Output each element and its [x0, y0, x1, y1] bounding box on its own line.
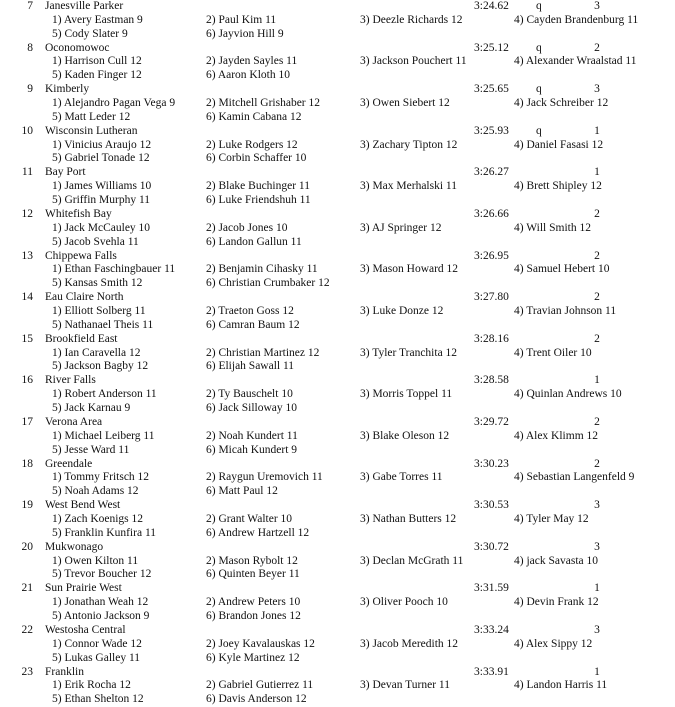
runner-3: 3) Gabe Torres 11: [360, 471, 443, 484]
result-entry: [0, 541, 675, 583]
relay-time: 3:30.53: [474, 499, 509, 512]
runner-3: 3) Luke Donze 12: [360, 304, 444, 317]
runner-5: 5) Jack Karnau 9: [52, 401, 131, 414]
runner-5: 5) Matt Leder 12: [52, 110, 131, 123]
result-entry: [0, 0, 675, 42]
runner-2: 2) Blake Buchinger 11: [206, 180, 311, 193]
runner-1: 1) Jonathan Weah 12: [52, 596, 149, 609]
place: 23: [21, 665, 33, 678]
runner-4: 4) Cayden Brandenburg 11: [514, 13, 639, 26]
result-entry: [0, 208, 675, 250]
runner-1: 1) Robert Anderson 11: [52, 388, 157, 401]
school-name: Eau Claire North: [45, 291, 124, 304]
result-entry: [0, 125, 675, 167]
place: 12: [21, 207, 33, 220]
relay-time: 3:26.66: [474, 207, 509, 220]
school-name: Westosha Central: [45, 623, 126, 636]
school-name: Chippewa Falls: [45, 249, 117, 262]
school-name: Kimberly: [45, 83, 90, 96]
heat-number: 1: [594, 374, 600, 387]
runner-4: 4) Will Smith 12: [514, 221, 591, 234]
runner-3: 3) Jackson Pouchert 11: [360, 55, 467, 68]
runner-1: 1) Ethan Faschingbauer 11: [52, 263, 176, 276]
runner-2: 2) Grant Walter 10: [206, 512, 293, 525]
school-name: Verona Area: [45, 415, 103, 428]
result-entry: [0, 624, 675, 666]
relay-time: 3:33.24: [474, 623, 509, 636]
runner-6: 6) Corbin Schaffer 10: [206, 152, 307, 165]
runner-4: 4) Jack Schreiber 12: [514, 96, 609, 109]
runner-2: 2) Jacob Jones 10: [206, 221, 288, 234]
place: 18: [21, 457, 33, 470]
runner-3: 3) Max Merhalski 11: [360, 180, 457, 193]
runner-4: 4) Sebastian Langenfeld 9: [514, 471, 635, 484]
result-entry: [0, 333, 675, 375]
runner-5: 5) Griffin Murphy 11: [52, 193, 151, 206]
runner-4: 4) Trent Oiler 10: [514, 346, 592, 359]
runner-6: 6) Brandon Jones 12: [206, 609, 301, 622]
runner-6: 6) Micah Kundert 9: [206, 443, 298, 456]
heat-number: 2: [594, 457, 600, 470]
runner-2: 2) Christian Martinez 12: [206, 346, 320, 359]
runner-3: 3) Oliver Pooch 10: [360, 596, 448, 609]
place: 7: [27, 0, 33, 12]
runner-5: 5) Kaden Finger 12: [52, 69, 142, 82]
runner-5: 5) Ethan Shelton 12: [52, 693, 144, 706]
runner-5: 5) Franklin Kunfira 11: [52, 526, 157, 539]
result-entry: [0, 83, 675, 125]
relay-time: 3:28.58: [474, 374, 509, 387]
runner-5: 5) Gabriel Tonade 12: [52, 152, 150, 165]
relay-time: 3:27.80: [474, 291, 509, 304]
heat-number: 3: [594, 0, 600, 12]
heat-number: 2: [594, 291, 600, 304]
relay-time: 3:25.93: [474, 124, 509, 137]
runner-1: 1) Elliott Solberg 11: [52, 304, 146, 317]
runner-2: 2) Andrew Peters 10: [206, 596, 301, 609]
place: 10: [21, 124, 33, 137]
runner-1: 1) Tommy Fritsch 12: [52, 471, 150, 484]
school-name: Janesville Parker: [45, 0, 124, 12]
runner-6: 6) Luke Friendshuh 11: [206, 193, 311, 206]
runner-5: 5) Nathanael Theis 11: [52, 318, 154, 331]
school-name: Greendale: [45, 457, 93, 470]
relay-time: 3:31.59: [474, 582, 509, 595]
runner-1: 1) Jack McCauley 10: [52, 221, 151, 234]
runner-6: 6) Kyle Martinez 12: [206, 651, 300, 664]
runner-6: 6) Landon Gallun 11: [206, 235, 302, 248]
place: 19: [21, 499, 33, 512]
place: 9: [27, 83, 33, 96]
runner-3: 3) Blake Oleson 12: [360, 429, 450, 442]
runner-3: 3) AJ Springer 12: [360, 221, 442, 234]
runner-2: 2) Paul Kim 11: [206, 13, 277, 26]
runner-1: 1) Owen Kilton 11: [52, 554, 139, 567]
result-entry: [0, 42, 675, 84]
heat-number: 1: [594, 665, 600, 678]
runner-2: 2) Mason Rybolt 12: [206, 554, 298, 567]
runner-2: 2) Gabriel Gutierrez 11: [206, 679, 314, 692]
place: 17: [21, 415, 33, 428]
heat-number: 1: [594, 166, 600, 179]
runner-3: 3) Devan Turner 11: [360, 679, 450, 692]
runner-6: 6) Aaron Kloth 10: [206, 69, 291, 82]
heat-number: 2: [594, 332, 600, 345]
runner-3: 3) Morris Toppel 11: [360, 388, 453, 401]
runner-6: 6) Davis Anderson 12: [206, 693, 307, 706]
result-entry: [0, 499, 675, 541]
runner-5: 5) Antonio Jackson 9: [52, 609, 150, 622]
school-name: Sun Prairie West: [45, 582, 122, 595]
school-name: River Falls: [45, 374, 96, 387]
runner-5: 5) Cody Slater 9: [52, 27, 128, 40]
runner-1: 1) Michael Leiberg 11: [52, 429, 155, 442]
runner-5: 5) Noah Adams 12: [52, 485, 139, 498]
heat-number: 2: [594, 207, 600, 220]
runner-5: 5) Trevor Boucher 12: [52, 568, 152, 581]
school-name: Brookfield East: [45, 332, 118, 345]
heat-number: 3: [594, 499, 600, 512]
runner-5: 5) Jesse Ward 11: [52, 443, 130, 456]
runner-4: 4) Landon Harris 11: [514, 679, 608, 692]
qualifier-mark: q: [536, 83, 542, 96]
runner-4: 4) Quinlan Andrews 10: [514, 388, 622, 401]
result-entry: [0, 582, 675, 624]
result-entry: [0, 166, 675, 208]
runner-1: 1) Harrison Cull 12: [52, 55, 142, 68]
runner-6: 6) Elijah Sawall 11: [206, 360, 295, 373]
school-name: West Bend West: [45, 499, 121, 512]
heat-number: 1: [594, 582, 600, 595]
result-entry: [0, 291, 675, 333]
relay-time: 3:30.23: [474, 457, 509, 470]
runner-2: 2) Raygun Uremovich 11: [206, 471, 323, 484]
qualifier-mark: q: [536, 124, 542, 137]
relay-time: 3:25.12: [474, 41, 509, 54]
runner-2: 2) Mitchell Grishaber 12: [206, 96, 321, 109]
runner-6: 6) Christian Crumbaker 12: [206, 277, 330, 290]
heat-number: 2: [594, 415, 600, 428]
place: 13: [21, 249, 33, 262]
runner-4: 4) Brett Shipley 12: [514, 180, 602, 193]
runner-6: 6) Andrew Hartzell 12: [206, 526, 310, 539]
runner-6: 6) Matt Paul 12: [206, 485, 278, 498]
place: 8: [27, 41, 33, 54]
runner-4: 4) Samuel Hebert 10: [514, 263, 610, 276]
result-entry: [0, 250, 675, 292]
runner-4: 4) Alex Klimm 12: [514, 429, 599, 442]
runner-5: 5) Jackson Bagby 12: [52, 360, 149, 373]
qualifier-mark: q: [536, 0, 542, 12]
runner-2: 2) Noah Kundert 11: [206, 429, 298, 442]
result-entry: [0, 458, 675, 500]
runner-4: 4) Daniel Fasasi 12: [514, 138, 604, 151]
place: 14: [21, 291, 33, 304]
place: 16: [21, 374, 33, 387]
result-entry: [0, 416, 675, 458]
runner-2: 2) Traeton Goss 12: [206, 304, 294, 317]
runner-1: 1) Ian Caravella 12: [52, 346, 141, 359]
result-entry: [0, 666, 675, 707]
runner-3: 3) Owen Siebert 12: [360, 96, 450, 109]
runner-6: 6) Jayvion Hill 9: [206, 27, 284, 40]
relay-time: 3:25.65: [474, 83, 509, 96]
heat-number: 1: [594, 124, 600, 137]
school-name: Bay Port: [45, 166, 86, 179]
heat-number: 3: [594, 83, 600, 96]
runner-1: 1) Connor Wade 12: [52, 637, 142, 650]
school-name: Mukwonago: [45, 540, 104, 553]
result-entry: [0, 374, 675, 416]
relay-time: 3:30.72: [474, 540, 509, 553]
heat-number: 3: [594, 540, 600, 553]
runner-6: 6) Camran Baum 12: [206, 318, 300, 331]
relay-time: 3:29.72: [474, 415, 509, 428]
runner-4: 4) Alexander Wraalstad 11: [514, 55, 637, 68]
heat-number: 2: [594, 249, 600, 262]
runner-6: 6) Jack Silloway 10: [206, 401, 298, 414]
heat-number: 3: [594, 623, 600, 636]
relay-time: 3:26.27: [474, 166, 509, 179]
school-name: Whitefish Bay: [45, 207, 112, 220]
runner-2: 2) Luke Rodgers 12: [206, 138, 298, 151]
runner-6: 6) Kamin Cabana 12: [206, 110, 302, 123]
relay-time: 3:24.62: [474, 0, 509, 12]
place: 22: [21, 623, 33, 636]
runner-4: 4) Alex Sippy 12: [514, 637, 593, 650]
runner-6: 6) Quinten Beyer 11: [206, 568, 300, 581]
runner-3: 3) Jacob Meredith 12: [360, 637, 459, 650]
runner-1: 1) Vinicius Araujo 12: [52, 138, 152, 151]
runner-5: 5) Kansas Smith 12: [52, 277, 143, 290]
runner-1: 1) James Williams 10: [52, 180, 152, 193]
runner-4: 4) Travian Johnson 11: [514, 304, 617, 317]
relay-time: 3:26.95: [474, 249, 509, 262]
runner-3: 3) Tyler Tranchita 12: [360, 346, 458, 359]
school-name: Franklin: [45, 665, 84, 678]
runner-1: 1) Avery Eastman 9: [52, 13, 143, 26]
runner-2: 2) Jayden Sayles 11: [206, 55, 298, 68]
runner-3: 3) Zachary Tipton 12: [360, 138, 458, 151]
runner-5: 5) Lukas Galley 11: [52, 651, 141, 664]
runner-4: 4) Devin Frank 12: [514, 596, 599, 609]
runner-4: 4) jack Savasta 10: [514, 554, 598, 567]
runner-2: 2) Joey Kavalauskas 12: [206, 637, 315, 650]
heat-number: 2: [594, 41, 600, 54]
runner-1: 1) Alejandro Pagan Vega 9: [52, 96, 176, 109]
runner-2: 2) Benjamin Cihasky 11: [206, 263, 318, 276]
school-name: Wisconsin Lutheran: [45, 124, 138, 137]
runner-1: 1) Zach Koenigs 12: [52, 512, 144, 525]
qualifier-mark: q: [536, 41, 542, 54]
place: 11: [21, 166, 33, 179]
relay-time: 3:33.91: [474, 665, 509, 678]
runner-3: 3) Deezle Richards 12: [360, 13, 463, 26]
place: 15: [21, 332, 33, 345]
runner-3: 3) Mason Howard 12: [360, 263, 459, 276]
place: 20: [21, 540, 33, 553]
school-name: Oconomowoc: [45, 41, 110, 54]
runner-1: 1) Erik Rocha 12: [52, 679, 131, 692]
runner-3: 3) Nathan Butters 12: [360, 512, 457, 525]
runner-3: 3) Declan McGrath 11: [360, 554, 464, 567]
relay-time: 3:28.16: [474, 332, 509, 345]
runner-2: 2) Ty Bauschelt 10: [206, 388, 293, 401]
runner-4: 4) Tyler May 12: [514, 512, 589, 525]
place: 21: [21, 582, 33, 595]
runner-5: 5) Jacob Svehla 11: [52, 235, 139, 248]
